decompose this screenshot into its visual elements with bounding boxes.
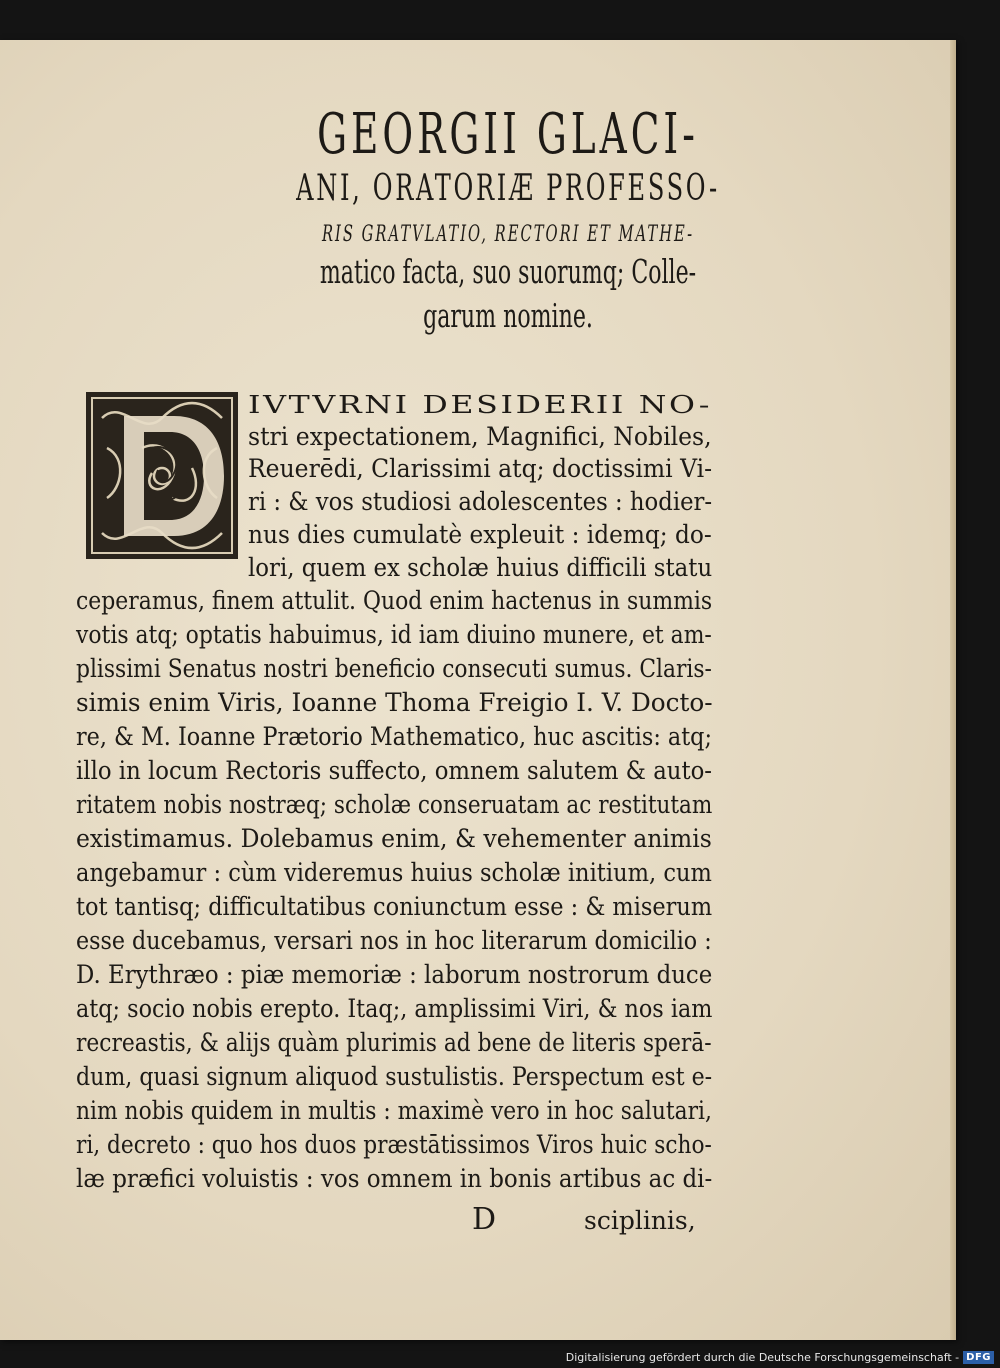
body-line: stri expectationem, Magnifici, Nobiles, <box>248 422 712 451</box>
heading-line-3: RIS GRATVLATIO, RECTORI ET MATHE- <box>321 222 695 247</box>
body-line: re, & M. Ioanne Prætorio Mathematico, huc ascitis: atq; <box>76 722 712 751</box>
body-line: D. Erythræo : piæ memoriæ : laborum nostrorum duce <box>76 960 713 989</box>
body-line: Reuerēdi, Clarissimi atq; doctissimi Vi- <box>248 454 713 483</box>
signature-mark: D <box>472 1202 497 1237</box>
body-line: ri : & vos studiosi adolescentes : hodier- <box>248 487 713 516</box>
footer-text: Digitalisierung gefördert durch die Deutsche Forschungsgemeinschaft - <box>565 1351 960 1364</box>
body-line: existimamus. Dolebamus enim, & vehementer animis <box>76 824 712 853</box>
dfg-logo-icon: DFG <box>963 1351 994 1364</box>
heading-line-4: matico facta, suo suorumq; Colle- <box>319 252 697 291</box>
heading-line-5: garum nomine. <box>423 296 593 335</box>
body-line: ritatem nobis nostræq; scholæ conseruatam ac restitutam <box>76 790 713 819</box>
heading-line-2: ANI, ORATORIÆ PROFESSO- <box>296 168 720 209</box>
body-line: illo in locum Rectoris suffecto, omnem salutem & auto- <box>76 756 713 785</box>
footer-credit <box>566 1351 994 1364</box>
body-line: lori, quem ex scholæ huius difficili statu <box>248 553 713 582</box>
body-line: dum, quasi signum aliquod sustulistis. Perspectum est e- <box>76 1062 713 1091</box>
catchword: sciplinis, <box>584 1206 696 1235</box>
decorated-initial-d-icon <box>82 388 242 563</box>
body-line: ceperamus, finem attulit. Quod enim hactenus in summis <box>76 586 713 615</box>
body-line: IVTVRNI DESIDERII NO- <box>248 391 713 419</box>
heading-line-1: GEORGII GLACI- <box>317 102 699 167</box>
body-line: simis enim Viris, Ioanne Thoma Freigio I. V. Docto- <box>76 688 713 717</box>
body-line: tot tantisq; difficultatibus coniunctum esse : & miserum <box>76 892 713 921</box>
body-line: angebamur : cùm videremus huius scholæ initium, cum <box>76 858 712 887</box>
page-content <box>0 40 956 1340</box>
body-line: votis atq; optatis habuimus, id iam diuino munere, et am- <box>76 620 712 649</box>
body-line: atq; socio nobis erepto. Itaq;, amplissimi Viri, & nos iam <box>76 994 713 1023</box>
book-page <box>0 40 956 1340</box>
body-line: plissimi Senatus nostri beneficio consecuti sumus. Claris- <box>76 654 712 683</box>
body-line: nus dies cumulatè expleuit : idemq; do- <box>248 520 712 549</box>
body-line: recreastis, & alijs quàm plurimis ad bene de literis sperā- <box>76 1028 712 1057</box>
body-line: læ præfici voluistis : vos omnem in bonis artibus ac di- <box>76 1164 713 1193</box>
body-line: nim nobis quidem in multis : maximè vero in hoc salutari, <box>76 1096 712 1125</box>
body-line: ri, decreto : quo hos duos præstātissimos Viros huic scho- <box>76 1130 712 1159</box>
body-line: esse ducebamus, versari nos in hoc literarum domicilio : <box>76 926 712 955</box>
